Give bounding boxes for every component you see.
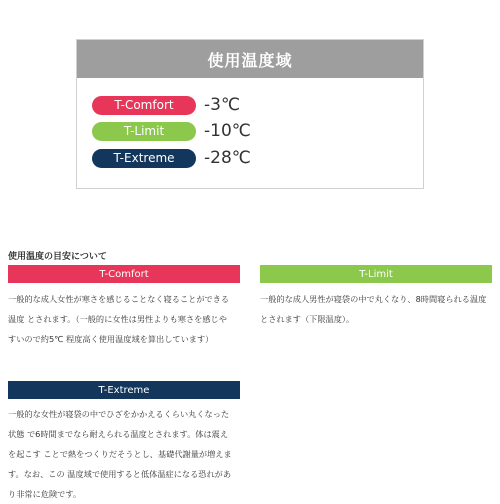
t-limit-value: -10℃ — [204, 121, 251, 141]
t-extreme-line-1: 一般的な女性が寝袋の中でひざをかかえるくらい丸くなった — [8, 409, 230, 419]
range-title: 使用温度域 — [77, 40, 423, 78]
t-extreme-line-4: す。なお、この 温度域で使用すると低体温症になる恐れがあ — [8, 469, 232, 479]
t-extreme-value: -28℃ — [204, 148, 251, 168]
t-limit-header: T-Limit — [260, 265, 492, 283]
t-extreme-description — [8, 404, 232, 504]
t-limit-line-2: とされます（下限温度）。 — [260, 314, 355, 324]
t-comfort-badge: T-Comfort — [92, 96, 196, 115]
t-limit-line-1: 一般的な成人男性が寝袋の中で丸くなり、8時間寝られる温度 — [260, 294, 487, 304]
t-comfort-line-2: 温度 とされます。（一般的に女性は男性よりも寒さを感じや — [8, 314, 227, 324]
t-comfort-line-1: 一般的な成人女性が寒さを感じることなく寝ることができる — [8, 294, 230, 304]
t-extreme-line-2: 状態 で6時間までなら耐えられる温度とされます。体は震え — [8, 429, 229, 439]
t-extreme-line-3: を起こす ことで熱をつくりだそうとし、基礎代謝量が増えま — [8, 449, 232, 459]
t-comfort-header: T-Comfort — [8, 265, 240, 283]
range-row-extreme — [92, 148, 251, 168]
t-limit-badge: T-Limit — [92, 122, 196, 141]
range-row-limit — [92, 121, 251, 141]
guide-title: 使用温度の目安について — [8, 252, 107, 262]
t-extreme-header: T-Extreme — [8, 381, 240, 399]
t-extreme-badge: T-Extreme — [92, 149, 196, 168]
t-comfort-line-3: すいので約5℃ 程度高く使用温度域を算出しています） — [8, 334, 214, 344]
range-row-comfort — [92, 95, 240, 115]
t-comfort-description — [8, 289, 229, 349]
t-comfort-value: -3℃ — [204, 95, 241, 115]
t-limit-description — [260, 289, 486, 329]
t-extreme-line-5: り非常に危険です。 — [8, 489, 82, 499]
